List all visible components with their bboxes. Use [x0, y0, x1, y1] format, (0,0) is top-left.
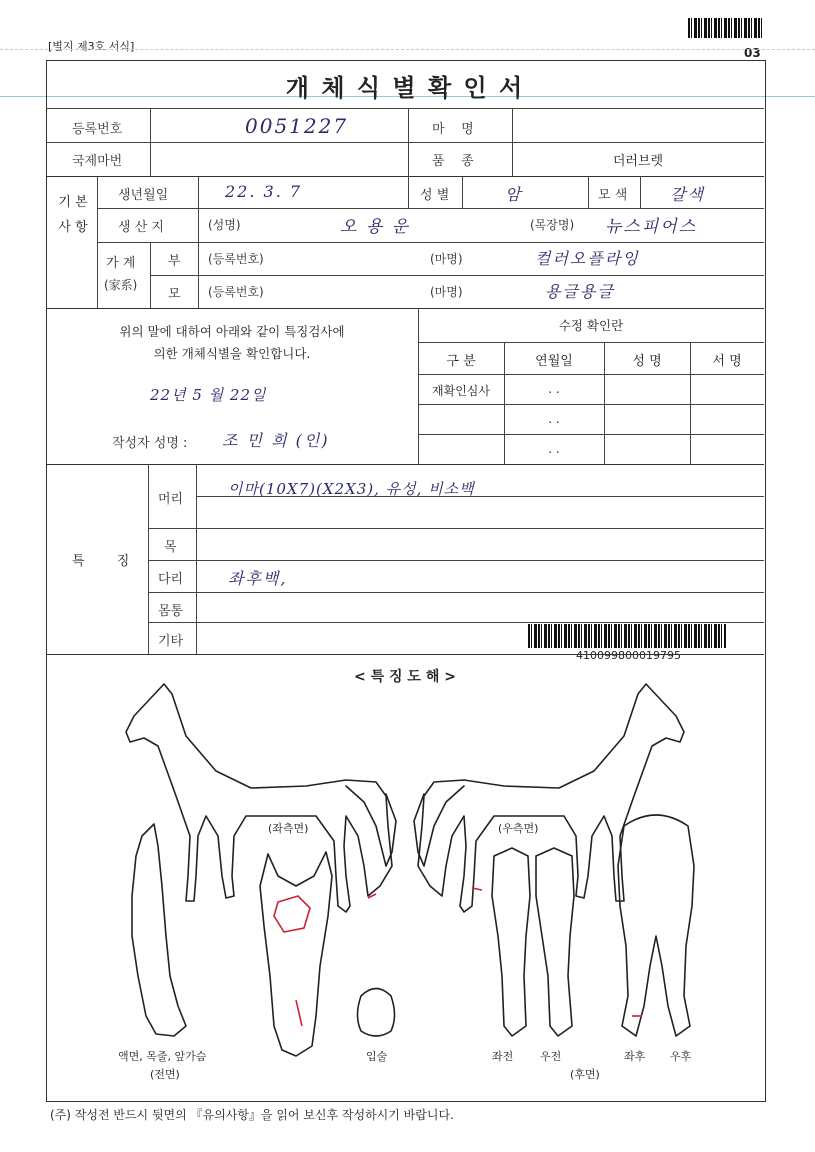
- divider: [462, 176, 463, 208]
- sire-label: 부: [168, 254, 181, 269]
- page-code: 03: [744, 46, 761, 60]
- coat-label: 모 색: [598, 188, 628, 203]
- form-number: [별지 제3호 서식]: [48, 40, 135, 53]
- head-value: 이마(10X7)(X2X3), 유성, 비소백: [228, 480, 475, 498]
- breed-value: 더러브렛: [612, 154, 664, 169]
- dam-reg-label: (등록번호): [208, 285, 264, 299]
- divider: [46, 176, 764, 177]
- divider: [196, 464, 197, 654]
- sex-label: 성 별: [420, 188, 450, 203]
- leg-value: 좌후백,: [228, 569, 288, 588]
- divider: [148, 464, 149, 654]
- divider: [46, 464, 764, 465]
- confirm-date: 22년 5 월 22일: [150, 386, 267, 404]
- divider: [148, 622, 764, 623]
- left-horse-outline: [126, 684, 396, 912]
- birth-label: 생년월일: [118, 188, 169, 203]
- writer-value: 조 민 희 (인): [222, 431, 330, 450]
- divider: [640, 176, 641, 208]
- breed-label: 품 종: [432, 154, 474, 169]
- statement-line-1: 위의 말에 대하여 아래와 같이 특징검사에: [119, 324, 345, 339]
- divider: [512, 108, 513, 176]
- guide-line: [196, 496, 764, 497]
- lips-outline: [358, 989, 395, 1037]
- other-label: 기타: [158, 634, 184, 649]
- head-label: 머리: [158, 492, 184, 507]
- divider: [198, 176, 199, 242]
- hind-left-label: 좌후: [624, 1050, 646, 1063]
- divider: [150, 108, 151, 176]
- rev-header-type: 구 분: [446, 354, 476, 369]
- divider: [148, 528, 764, 529]
- divider: [418, 374, 764, 375]
- nose-marking: [296, 1000, 302, 1026]
- producer-label: 생 산 지: [118, 220, 164, 235]
- hind-right-label: 우후: [670, 1050, 692, 1063]
- coat-value: 갈색: [670, 185, 705, 204]
- statement-line-2: 의한 개체식별을 확인합니다.: [153, 346, 311, 361]
- reg-no-value: 0051227: [245, 114, 349, 138]
- footer-note: (주) 작성전 반드시 뒷면의 『유의사항』을 읽어 보신후 작성하시기 바랍니다.: [50, 1108, 454, 1122]
- family-label: 가 계: [106, 256, 136, 271]
- rev-header-date: 연월일: [535, 354, 573, 369]
- page-title: 개 체 식 별 확 인 서: [285, 74, 525, 102]
- divider: [690, 342, 691, 464]
- front-caption: 액면, 목줄, 앞가슴: [118, 1050, 207, 1063]
- dam-name: 용글용글: [545, 282, 615, 301]
- divider: [46, 108, 764, 109]
- front-left-label: 좌전: [492, 1050, 514, 1063]
- left-side-label: (좌측면): [268, 822, 309, 835]
- producer-name-value: 오 용 운: [340, 217, 411, 237]
- intl-no-label: 국제마번: [72, 154, 123, 169]
- rev-row3-date: . .: [548, 442, 560, 456]
- divider: [148, 560, 764, 561]
- horse-name-label: 마 명: [432, 122, 474, 137]
- basic-section-label: 기 본 사 항: [58, 195, 88, 235]
- rev-header-name: 성 명: [632, 354, 662, 369]
- rev-row2-date: . .: [548, 412, 560, 426]
- sire-reg-label: (등록번호): [208, 252, 264, 266]
- divider: [46, 142, 764, 143]
- feature-barcode: [528, 624, 726, 648]
- divider: [46, 654, 764, 655]
- sex-value: 암: [505, 185, 523, 204]
- dam-label: 모: [168, 287, 181, 302]
- divider: [418, 434, 764, 435]
- reg-no-label: 등록번호: [72, 122, 123, 137]
- face-marking: [274, 896, 310, 932]
- neck-label: 목: [164, 540, 177, 555]
- right-side-label: (우측면): [498, 822, 539, 835]
- top-barcode: [688, 18, 762, 38]
- divider: [148, 592, 764, 593]
- rev-header-sign: 서 명: [712, 354, 742, 369]
- divider: [418, 404, 764, 405]
- farm-value: 뉴스피어스: [605, 217, 698, 237]
- leg-label: 다리: [158, 572, 184, 587]
- sire-name-label: (마명): [430, 252, 463, 266]
- sire-name: 컬러오플라잉: [535, 249, 640, 268]
- features-section-label: 특 징: [72, 554, 144, 569]
- dam-name-label: (마명): [430, 285, 463, 299]
- divider: [46, 308, 764, 309]
- divider: [150, 275, 764, 276]
- body-label: 몸통: [158, 604, 184, 619]
- front-right-label: 우전: [540, 1050, 562, 1063]
- birth-value: 22. 3. 7: [225, 182, 303, 201]
- rev-row1-date: . .: [548, 382, 560, 396]
- divider: [504, 342, 505, 464]
- diagram-title: < 특 징 도 해 >: [354, 669, 456, 685]
- front-label: (전면): [150, 1068, 180, 1081]
- divider: [408, 108, 409, 176]
- divider: [588, 176, 589, 208]
- head-front-outline: [260, 852, 332, 1056]
- writer-label: 작성자 성명 :: [112, 436, 188, 451]
- divider: [604, 342, 605, 464]
- lips-label: 입술: [366, 1050, 388, 1063]
- rear-view-outline: [618, 815, 694, 1036]
- divider: [408, 176, 409, 208]
- family-sub: (家系): [104, 278, 138, 292]
- right-horse-outline: [414, 684, 684, 912]
- producer-name-label: (성명): [208, 218, 241, 232]
- barcode-number: 410099800019795: [576, 649, 681, 662]
- scan-line: [0, 49, 815, 50]
- front-legs-outline: [492, 848, 574, 1036]
- rev-row1-type: 재확인심사: [432, 384, 490, 398]
- rear-label: (후면): [570, 1068, 600, 1081]
- horse-diagram: [46, 676, 764, 1096]
- revision-title: 수정 확인란: [558, 318, 624, 333]
- divider: [97, 208, 764, 209]
- farm-label: (목장명): [530, 218, 575, 232]
- neck-front-outline: [132, 824, 186, 1036]
- divider: [418, 342, 764, 343]
